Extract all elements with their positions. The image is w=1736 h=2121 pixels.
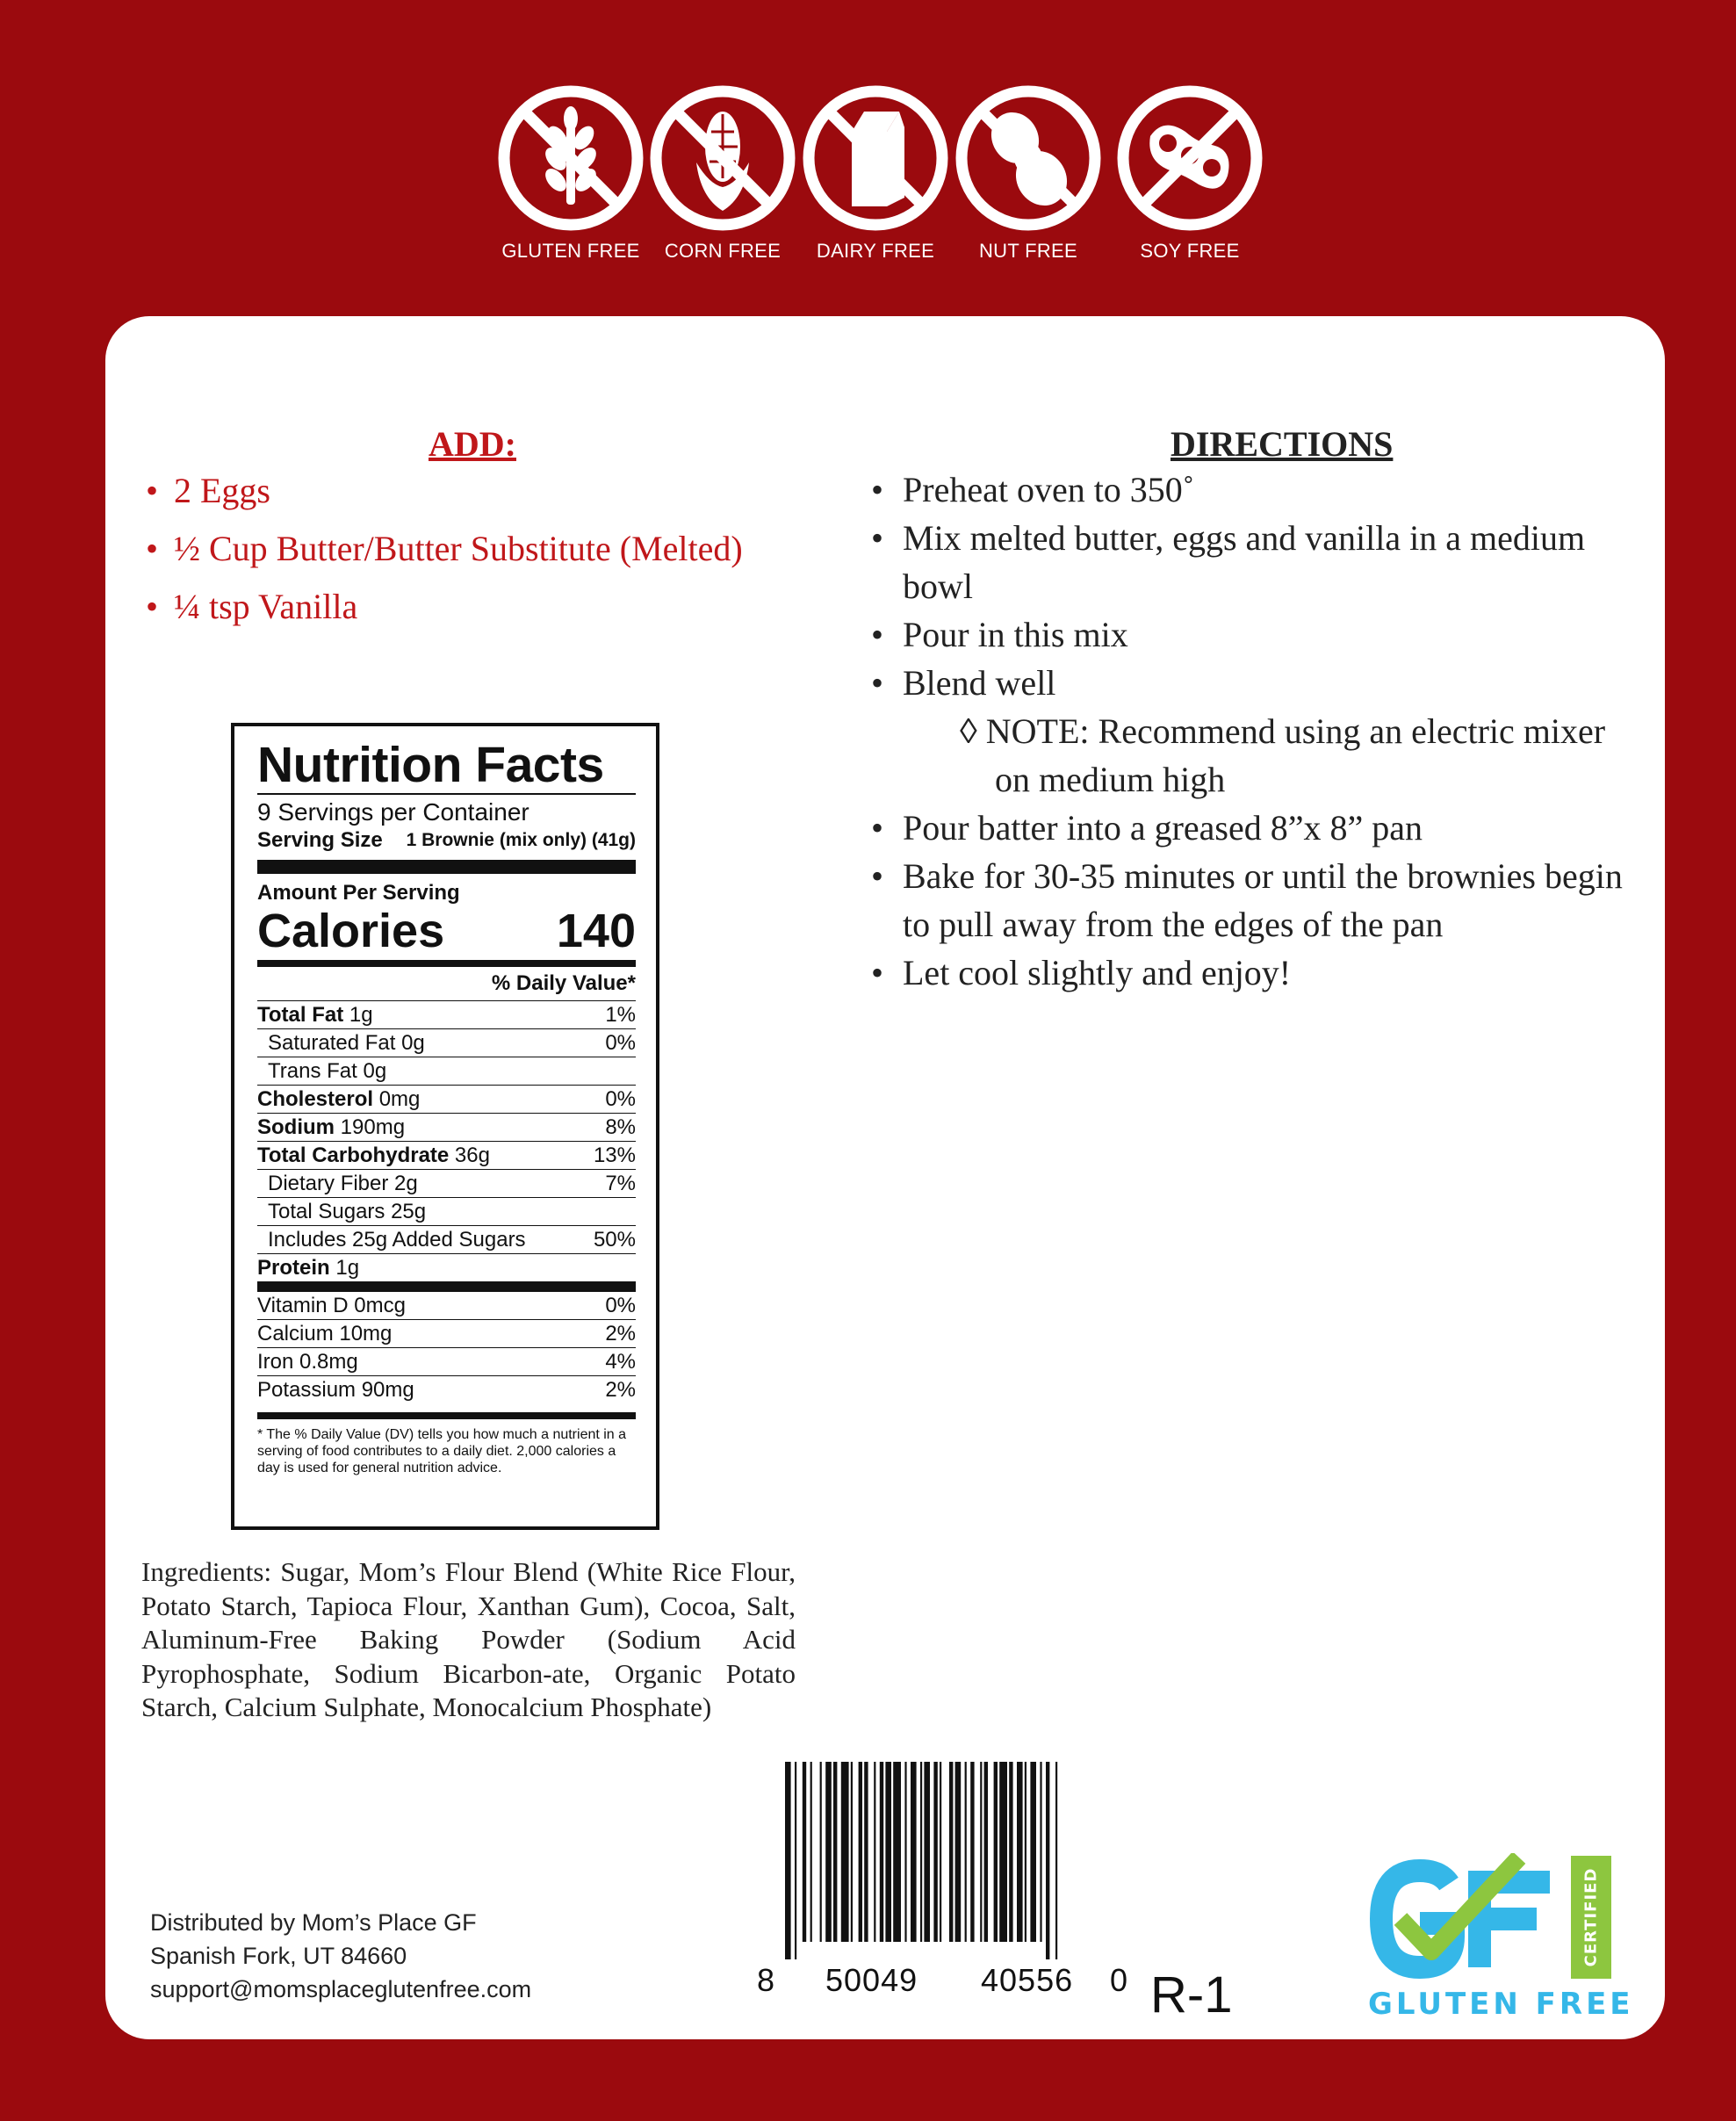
direction-note: ◊ NOTE: Recommend using an electric mixer on medium high <box>960 711 1606 799</box>
direction-step: • Preheat oven to 350˚ <box>868 465 1640 514</box>
barcode-bar <box>833 1762 837 1942</box>
direction-step: • Pour in this mix <box>868 610 1640 659</box>
nutrient-label <box>257 1029 425 1057</box>
vitamin-dv: 2% <box>605 1322 636 1345</box>
nutrient-row <box>257 1028 636 1057</box>
nutrient-dv: 1% <box>605 1003 636 1027</box>
barcode-bar <box>980 1762 982 1942</box>
barcode-bar <box>911 1762 917 1942</box>
nutrient-row <box>257 1057 636 1085</box>
direction-step: • Mix melted butter, eggs and vanilla in a medium bowl <box>868 514 1640 610</box>
nutrient-dv: 50% <box>593 1228 636 1252</box>
certified-label: CERTIFIED <box>1581 1867 1601 1967</box>
soybean-crossed-icon <box>1115 83 1264 233</box>
barcode-bar <box>795 1762 796 1959</box>
nutrient-row <box>257 1225 636 1253</box>
direction-step: • Let cool slightly and enjoy! <box>868 949 1640 997</box>
divider <box>257 860 636 874</box>
nutrient-dv: 8% <box>605 1115 636 1139</box>
nutrient-amount: Total Sugars 25g <box>268 1200 427 1223</box>
barcode-bar <box>820 1762 822 1942</box>
barcode-bar <box>810 1762 812 1942</box>
directions-list <box>868 465 1640 997</box>
vitamin-dv: 4% <box>605 1350 636 1374</box>
calories-label: Calories <box>257 905 445 957</box>
nutrient-amount: 1g <box>329 1256 360 1280</box>
vitamin-label: Iron 0.8mg <box>257 1350 358 1374</box>
vitamin-label: Calcium 10mg <box>257 1322 393 1345</box>
calories <box>257 905 636 956</box>
corn-crossed-icon <box>648 83 797 233</box>
barcode-bar <box>859 1762 862 1942</box>
nutrient-label <box>257 1086 420 1113</box>
nutrient-row <box>257 1085 636 1113</box>
ingredients-text: Ingredients: Sugar, Mom’s Flour Blend (White Rice Flour, Potato Starch, Tapioca Flour, Xanthan Gum), Cocoa, Salt, Aluminum-Free Baking Powder (Sodium Acid Pyrophosphate, Sodium Bicarbon-ate, Organic Potato Starch, Calcium Sulphate, Monocalcium Phosphate) <box>141 1556 796 1722</box>
nutrient-label <box>257 1198 426 1225</box>
add-item: • ¼ tsp Vanilla <box>146 581 743 632</box>
nutrient-name: Protein <box>257 1256 330 1280</box>
barcode-bar <box>955 1762 962 1942</box>
vitamin-row <box>257 1347 636 1375</box>
divider <box>257 793 636 795</box>
barcode-bar <box>920 1762 922 1942</box>
direction-step: • Blend well <box>868 659 1640 707</box>
vitamin-label: Vitamin D 0mcg <box>257 1294 406 1317</box>
barcode-bar <box>965 1762 967 1942</box>
vitamin-row <box>257 1319 636 1347</box>
nutrient-row <box>257 1197 636 1225</box>
gf-caption: GLUTEN FREE <box>1368 1987 1634 2022</box>
nutrition-facts-panel <box>231 723 659 1530</box>
distributor-info <box>150 1906 531 2006</box>
nutrient-name: Total Carbohydrate <box>257 1143 450 1167</box>
barcode-bar <box>949 1762 953 1942</box>
vitamin-row <box>257 1292 636 1319</box>
barcode-bar <box>933 1762 937 1942</box>
barcode-bar <box>924 1762 930 1942</box>
nutrient-rows <box>257 1000 636 1281</box>
badge-corn-free <box>639 83 806 263</box>
badge-label: GLUTEN FREE <box>501 240 640 262</box>
nutrient-label <box>257 1226 526 1253</box>
daily-value-header: % Daily Value* <box>491 971 636 995</box>
nutrient-row <box>257 1141 636 1169</box>
barcode-bar <box>851 1762 853 1942</box>
badge-label: DAIRY FREE <box>816 240 935 262</box>
barcode-bar <box>1017 1762 1023 1942</box>
barcode <box>757 1762 1231 1999</box>
badge-label: CORN FREE <box>664 240 782 262</box>
badge-label: SOY FREE <box>1140 240 1240 262</box>
barcode-left-digits: 50049 <box>825 1962 918 1998</box>
nutrient-row <box>257 1253 636 1281</box>
nutrient-label <box>257 1114 405 1141</box>
nutrient-row <box>257 1169 636 1197</box>
serving-size-label: Serving Size <box>257 828 383 852</box>
nutrient-amount: 0mg <box>373 1087 421 1111</box>
barcode-bar <box>864 1762 868 1942</box>
direction-step: • Bake for 30-35 minutes or until the brownies begin to pull away from the edges of the pan <box>868 852 1640 949</box>
distributor-address: Spanish Fork, UT 84660 <box>150 1943 407 1969</box>
nutrient-name: Sodium <box>257 1115 335 1139</box>
nutrient-dv: 0% <box>605 1031 636 1055</box>
barcode-bar <box>893 1762 901 1942</box>
nutrient-dv: 0% <box>605 1087 636 1111</box>
nutrient-label <box>257 1254 359 1281</box>
revision-code: R-1 <box>1150 1966 1233 2024</box>
barcode-bar <box>1030 1762 1036 1942</box>
gf-checkmark-icon <box>1365 1853 1576 1985</box>
add-item: • 2 Eggs <box>146 465 743 516</box>
barcode-bar <box>880 1762 883 1942</box>
vitamin-dv: 2% <box>605 1378 636 1402</box>
barcode-bar <box>904 1762 906 1942</box>
nutrient-amount: 190mg <box>335 1115 406 1139</box>
nutrient-dv: 7% <box>605 1172 636 1195</box>
barcode-bar <box>1025 1762 1026 1942</box>
badge-label: NUT FREE <box>978 240 1077 262</box>
vitamin-label: Potassium 90mg <box>257 1378 414 1402</box>
nutrient-name: Total Fat <box>257 1003 344 1027</box>
nutrient-amount: Dietary Fiber 2g <box>268 1172 418 1195</box>
barcode-bar <box>785 1762 791 1959</box>
nutrient-label <box>257 1057 386 1085</box>
serving-size <box>257 826 636 855</box>
barcode-bars <box>785 1762 1154 1959</box>
servings-per-container: 9 Servings per Container <box>257 798 529 826</box>
nutrient-dv: 13% <box>593 1143 636 1167</box>
barcode-right-digits: 40556 <box>981 1962 1074 1998</box>
nutrient-row <box>257 1113 636 1141</box>
barcode-bar <box>940 1762 941 1942</box>
directions-title: DIRECTIONS <box>1171 424 1394 464</box>
barcode-bar <box>1040 1762 1041 1942</box>
allergen-badges <box>0 0 1736 290</box>
barcode-bar <box>999 1762 1007 1942</box>
nutrient-row <box>257 1000 636 1028</box>
milk-carton-crossed-icon <box>801 83 950 233</box>
add-title: ADD: <box>429 424 516 464</box>
calories-value: 140 <box>556 905 636 957</box>
divider <box>257 960 636 967</box>
certified-tag <box>1571 1856 1611 1979</box>
barcode-bar <box>885 1762 891 1942</box>
nutrient-label <box>257 1170 418 1197</box>
barcode-last-digit: 0 <box>1110 1962 1129 1998</box>
barcode-first-digit: 8 <box>757 1962 776 1998</box>
add-list <box>146 465 743 639</box>
divider <box>257 1281 636 1292</box>
nutrient-amount: Saturated Fat 0g <box>268 1031 425 1055</box>
nutrient-amount: Includes 25g Added Sugars <box>268 1228 526 1252</box>
add-item: • ½ Cup Butter/Butter Substitute (Melted) <box>146 523 743 574</box>
barcode-bar <box>970 1762 974 1942</box>
wheat-crossed-icon <box>496 83 645 233</box>
peanut-crossed-icon <box>954 83 1103 233</box>
distributor-name: Distributed by Mom’s Place GF <box>150 1909 477 1936</box>
nutrient-name: Cholesterol <box>257 1087 374 1111</box>
barcode-bar <box>994 1762 998 1942</box>
nutrient-amount: Trans Fat 0g <box>268 1059 387 1083</box>
barcode-bar <box>984 1762 988 1942</box>
badge-gluten-free <box>487 83 654 263</box>
nutrition-title: Nutrition Facts <box>257 737 604 793</box>
nutrient-amount: 1g <box>343 1003 373 1027</box>
badge-nut-free <box>945 83 1112 263</box>
nutrient-amount: 36g <box>449 1143 490 1167</box>
serving-size-value: 1 Brownie (mix only) (41g) <box>406 830 636 850</box>
barcode-bar <box>1055 1762 1057 1959</box>
direction-step: • Pour batter into a greased 8”x 8” pan <box>868 804 1640 852</box>
barcode-bar <box>803 1762 806 1942</box>
barcode-bar <box>1046 1762 1049 1959</box>
vitamin-dv: 0% <box>605 1294 636 1317</box>
barcode-bar <box>1009 1762 1012 1942</box>
barcode-bar <box>825 1762 832 1942</box>
vitamin-rows <box>257 1292 636 1403</box>
nutrition-footnote: * The % Daily Value (DV) tells you how much a nutrient in a serving of food contributes to a daily diet. 2,000 calories a day is used for general nutrition advice. <box>257 1412 636 1476</box>
nutrient-label <box>257 1001 373 1028</box>
vitamin-row <box>257 1375 636 1403</box>
barcode-bar <box>841 1762 849 1942</box>
amount-per-serving: Amount Per Serving <box>257 881 460 905</box>
nutrient-label <box>257 1142 490 1169</box>
badge-dairy-free <box>792 83 959 263</box>
distributor-email: support@momsplaceglutenfree.com <box>150 1976 532 2002</box>
badge-soy-free <box>1106 83 1273 263</box>
barcode-bar <box>874 1762 875 1942</box>
